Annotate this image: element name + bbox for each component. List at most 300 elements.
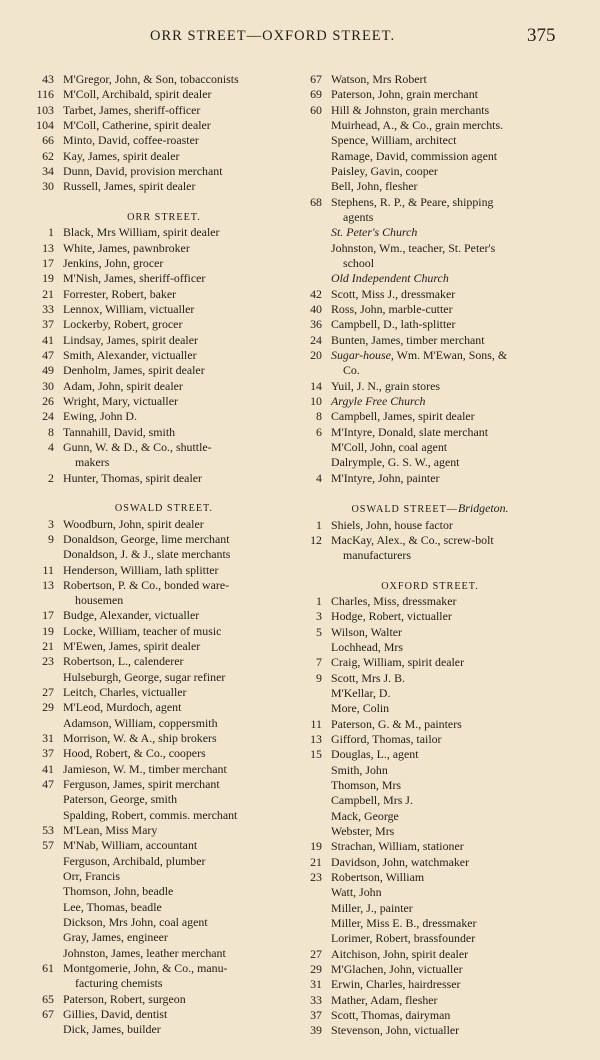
entry-text: Russell, James, spirit dealer — [63, 179, 196, 194]
entry-text: Thomson, John, beadle — [63, 884, 174, 899]
entry-text: Bunten, James, timber merchant — [331, 332, 485, 347]
page-header — [0, 25, 600, 48]
directory-entry — [302, 440, 558, 455]
directory-entry — [302, 640, 558, 655]
house-number: 1 — [316, 517, 322, 532]
house-number: 9 — [48, 531, 54, 546]
house-number: 29 — [42, 700, 54, 715]
house-number: 30 — [42, 179, 54, 194]
directory-entry — [34, 884, 294, 899]
entry-text: Lee, Thomas, beadle — [63, 899, 162, 914]
entry-text: Lochhead, Mrs — [331, 640, 403, 655]
directory-entry — [302, 778, 558, 793]
directory-entry — [302, 609, 558, 624]
house-number: 14 — [310, 378, 322, 393]
entry-text: Leitch, Charles, victualler — [63, 685, 187, 700]
entry-text: school — [343, 255, 375, 270]
directory-entry — [302, 824, 558, 839]
entry-text: Paterson, Robert, surgeon — [63, 991, 186, 1006]
left-column — [34, 72, 294, 1038]
entry-text: Campbell, Mrs J. — [331, 793, 413, 808]
house-number: 60 — [310, 102, 322, 117]
house-number: 10 — [310, 393, 322, 408]
entry-text: makers — [75, 455, 110, 470]
directory-entry — [34, 946, 294, 961]
directory-entry — [34, 823, 294, 838]
directory-entry — [34, 225, 294, 240]
entry-text: MacKay, Alex., & Co., screw-bolt — [331, 532, 494, 547]
entry-text: Hill & Johnston, grain merchants — [331, 102, 490, 117]
directory-entry — [34, 164, 294, 179]
entry-text: Scott, Mrs J. B. — [331, 670, 405, 685]
directory-entry — [34, 532, 294, 547]
house-number: 26 — [42, 393, 54, 408]
entry-text: M'Intyre, John, painter — [331, 470, 440, 485]
entry-continuation — [302, 256, 558, 271]
house-number: 19 — [310, 839, 322, 854]
entry-text: Aitchison, John, spirit dealer — [331, 946, 469, 961]
house-number: 17 — [42, 255, 54, 270]
house-number: 8 — [48, 424, 54, 439]
house-number: 67 — [310, 72, 322, 86]
entry-text: Dick, James, builder — [63, 1022, 161, 1037]
entry-text: Smith, John — [331, 762, 388, 777]
directory-entry — [302, 947, 558, 962]
entry-text: Adam, John, spirit dealer — [63, 378, 183, 393]
section-heading-text: OSWALD STREET—Bridgeton. — [351, 501, 509, 516]
house-number: 69 — [310, 87, 322, 102]
directory-entry — [302, 149, 558, 164]
entry-text: Mack, George — [331, 808, 399, 823]
entry-text: Davidson, John, watchmaker — [331, 854, 470, 869]
entry-text: Muirhead, A., & Co., grain merchts. — [331, 117, 504, 132]
entry-text: Johnston, Wm., teacher, St. Peter's — [331, 240, 496, 255]
house-number: 15 — [310, 747, 322, 762]
directory-entry — [34, 854, 294, 869]
entry-text: Ross, John, marble-cutter — [331, 301, 453, 316]
directory-entry — [302, 348, 558, 363]
directory-entry — [302, 885, 558, 900]
directory-entry — [302, 901, 558, 916]
entry-text: M'Coll, Archibald, spirit dealer — [63, 87, 212, 102]
house-number: 9 — [316, 670, 322, 685]
entry-text: Robertson, L., calenderer — [63, 654, 184, 669]
directory-entry — [302, 993, 558, 1008]
house-number: 7 — [316, 655, 322, 670]
directory-entry — [302, 241, 558, 256]
directory-entry — [302, 533, 558, 548]
entry-text: Budge, Alexander, victualler — [63, 608, 200, 623]
directory-entry — [34, 394, 294, 409]
directory-entry — [34, 103, 294, 118]
directory-entry — [34, 348, 294, 363]
directory-entry — [34, 440, 294, 455]
entry-text: Tannahill, David, smith — [63, 424, 176, 439]
entry-text: Bell, John, flesher — [331, 179, 418, 194]
house-number: 24 — [310, 332, 322, 347]
directory-entry — [34, 716, 294, 731]
house-number: 27 — [310, 946, 322, 961]
entry-text: Wilson, Walter — [331, 624, 402, 639]
directory-entry — [34, 379, 294, 394]
directory-entry — [34, 639, 294, 654]
house-number: 37 — [42, 317, 54, 332]
directory-entry — [302, 471, 558, 486]
house-number: 21 — [42, 639, 54, 654]
entry-continuation — [34, 593, 294, 608]
section-heading — [302, 579, 558, 594]
entry-text: White, James, pawnbroker — [63, 240, 190, 255]
entry-text: M'Coll, Catherine, spirit dealer — [63, 117, 211, 132]
house-number: 30 — [42, 378, 54, 393]
directory-entry — [34, 685, 294, 700]
directory-entry — [302, 425, 558, 440]
entry-text: More, Colin — [331, 701, 390, 716]
entry-text: M'Glachen, John, victualler — [331, 962, 463, 977]
entry-text: Miller, J., painter — [331, 900, 413, 915]
house-number: 41 — [42, 332, 54, 347]
house-number: 2 — [48, 470, 54, 485]
directory-entry — [34, 654, 294, 669]
right-column — [302, 72, 558, 1039]
entry-text: Hood, Robert, & Co., coopers — [63, 746, 206, 761]
house-number: 47 — [42, 347, 54, 362]
house-number: 17 — [42, 608, 54, 623]
directory-entry — [302, 302, 558, 317]
directory-entry — [34, 409, 294, 424]
directory-entry — [34, 900, 294, 915]
directory-entry — [302, 164, 558, 179]
house-number: 62 — [42, 148, 54, 163]
house-number: 12 — [310, 532, 322, 547]
section-heading-text: OXFORD STREET. — [381, 580, 479, 592]
directory-entry — [302, 732, 558, 747]
directory-entry — [302, 118, 558, 133]
directory-entry — [302, 809, 558, 824]
house-number: 13 — [42, 240, 54, 255]
house-number: 23 — [310, 870, 322, 885]
house-number: 23 — [42, 654, 54, 669]
entry-continuation — [34, 976, 294, 991]
house-number: 68 — [310, 194, 322, 209]
entry-text: Thomson, Mrs — [331, 778, 402, 793]
entry-text: Woodburn, John, spirit dealer — [63, 516, 204, 531]
entry-text: Mather, Adam, flesher — [331, 992, 438, 1007]
entry-text: Webster, Mrs — [331, 824, 395, 839]
directory-entry — [302, 717, 558, 732]
entry-text: Denholm, James, spirit dealer — [63, 363, 205, 378]
entry-text: Morrison, W. & A., ship brokers — [63, 731, 217, 746]
house-number: 104 — [36, 117, 54, 132]
entry-text: M'Lean, Miss Mary — [63, 823, 158, 838]
directory-entry — [302, 409, 558, 424]
directory-entry — [302, 1008, 558, 1023]
directory-entry — [302, 317, 558, 332]
directory-entry — [302, 839, 558, 854]
directory-entry — [34, 670, 294, 685]
directory-entry — [302, 962, 558, 977]
house-number: 53 — [42, 823, 54, 838]
entry-text: Lennox, William, victualler — [63, 301, 195, 316]
directory-entry — [302, 655, 558, 670]
directory-entry — [302, 977, 558, 992]
section-heading — [34, 501, 294, 516]
directory-entry — [34, 578, 294, 593]
entry-continuation — [302, 210, 558, 225]
entry-text: Strachan, William, stationer — [331, 839, 464, 854]
section-heading-text: ORR STREET. — [127, 211, 201, 223]
directory-entry — [34, 869, 294, 884]
directory-entry — [302, 594, 558, 609]
entry-text: Gillies, David, dentist — [63, 1007, 168, 1022]
directory-entry — [34, 915, 294, 930]
directory-entry — [302, 763, 558, 778]
house-number: 47 — [42, 777, 54, 792]
directory-entry — [302, 916, 558, 931]
house-number: 29 — [310, 962, 322, 977]
house-number: 3 — [48, 516, 54, 531]
entry-text: Ferguson, Archibald, plumber — [63, 853, 206, 868]
house-number: 43 — [42, 72, 54, 86]
entry-text: M'Gregor, John, & Son, tobacconists — [63, 72, 239, 86]
entry-text: Old Independent Church — [331, 271, 449, 286]
house-number: 39 — [310, 1023, 322, 1038]
directory-entry — [34, 961, 294, 976]
house-number: 11 — [42, 562, 54, 577]
house-number: 34 — [42, 163, 54, 178]
entry-text: Scott, Thomas, dairyman — [331, 1008, 451, 1023]
directory-entry — [302, 518, 558, 533]
entry-text: Ferguson, James, spirit merchant — [63, 777, 220, 792]
house-number: 36 — [310, 317, 322, 332]
directory-entry — [34, 317, 294, 332]
directory-entry — [34, 72, 294, 87]
entry-text: M'Nish, James, sheriff-officer — [63, 271, 206, 286]
directory-entry — [302, 1023, 558, 1038]
directory-entry — [34, 930, 294, 945]
entry-text: Dunn, David, provision merchant — [63, 163, 223, 178]
entry-text: Spalding, Robert, commis. merchant — [63, 807, 238, 822]
entry-text: Paisley, Gavin, cooper — [331, 163, 438, 178]
house-number: 42 — [310, 286, 322, 301]
entry-text: Black, Mrs William, spirit dealer — [63, 225, 220, 240]
house-number: 49 — [42, 363, 54, 378]
directory-entry — [34, 992, 294, 1007]
directory-entry — [34, 1022, 294, 1037]
section-heading — [302, 501, 558, 517]
house-number: 6 — [316, 424, 322, 439]
section-heading-place: Bridgeton. — [458, 501, 509, 516]
directory-entry — [302, 671, 558, 686]
directory-entry — [302, 455, 558, 470]
house-number: 13 — [310, 732, 322, 747]
spacer — [34, 195, 294, 210]
entry-text: Gray, James, engineer — [63, 930, 168, 945]
entry-text: Sugar-house, Wm. M'Ewan, Sons, & — [331, 347, 508, 362]
entry-text: Jenkins, John, grocer — [63, 255, 164, 270]
directory-entry — [302, 379, 558, 394]
spacer — [302, 486, 558, 501]
entry-text: Co. — [343, 363, 360, 378]
running-title: ORR STREET—OXFORD STREET. — [150, 28, 396, 44]
entry-text: Paterson, George, smith — [63, 792, 178, 807]
house-number: 4 — [48, 439, 54, 454]
house-number: 19 — [42, 271, 54, 286]
entry-text: agents — [343, 209, 374, 224]
directory-entry — [34, 808, 294, 823]
house-number: 4 — [316, 470, 322, 485]
directory-entry — [302, 855, 558, 870]
directory-entry — [34, 425, 294, 440]
directory-entry — [34, 517, 294, 532]
entry-text: Stephens, R. P., & Peare, shipping — [331, 194, 494, 209]
entry-text: Henderson, William, lath splitter — [63, 562, 219, 577]
spacer — [34, 486, 294, 501]
entry-text: Ewing, John D. — [63, 409, 137, 424]
directory-entry — [302, 701, 558, 716]
directory-entry — [34, 563, 294, 578]
entry-text: Minto, David, coffee-roaster — [63, 133, 199, 148]
entry-continuation — [34, 455, 294, 470]
entry-text: M'Leod, Murdoch, agent — [63, 700, 182, 715]
directory-entry — [34, 471, 294, 486]
directory-entry — [302, 793, 558, 808]
directory-entry — [34, 547, 294, 562]
house-number: 65 — [42, 991, 54, 1006]
house-number: 20 — [310, 347, 322, 362]
entry-text: Montgomerie, John, & Co., manu- — [63, 961, 228, 976]
directory-entry — [34, 363, 294, 378]
directory-entry — [34, 179, 294, 194]
house-number: 1 — [48, 225, 54, 240]
entry-text: Dalrymple, G. S. W., agent — [331, 455, 460, 470]
entry-text: M'Ewen, James, spirit dealer — [63, 639, 201, 654]
directory-entry — [302, 747, 558, 762]
section-heading — [34, 210, 294, 225]
entry-text: Gunn, W. & D., & Co., shuttle- — [63, 439, 212, 454]
directory-entry — [302, 195, 558, 210]
entry-text: M'Coll, John, coal agent — [331, 439, 448, 454]
directory-entry — [302, 931, 558, 946]
house-number: 27 — [42, 685, 54, 700]
spacer — [302, 564, 558, 579]
directory-entry — [34, 838, 294, 853]
entry-text: Watson, Mrs Robert — [331, 72, 427, 86]
entry-text: Watt, John — [331, 885, 382, 900]
directory-entry — [302, 179, 558, 194]
house-number: 33 — [42, 301, 54, 316]
directory-entry — [34, 624, 294, 639]
entry-text: Spence, William, architect — [331, 133, 457, 148]
entry-text: Hulseburgh, George, sugar refiner — [63, 669, 226, 684]
entry-text: Robertson, William — [331, 870, 425, 885]
entry-text: M'Intyre, Donald, slate merchant — [331, 424, 488, 439]
house-number: 8 — [316, 409, 322, 424]
section-heading-text: OSWALD STREET. — [114, 503, 214, 515]
directory-entry — [34, 700, 294, 715]
directory-entry — [34, 241, 294, 256]
entry-text: M'Nab, William, accountant — [63, 838, 198, 853]
directory-entry — [34, 118, 294, 133]
directory-entry — [302, 287, 558, 302]
directory-entry — [34, 87, 294, 102]
entry-text: Ramage, David, commission agent — [331, 148, 498, 163]
entry-text: Campbell, James, spirit dealer — [331, 409, 475, 424]
entry-text: Donaldson, J. & J., slate merchants — [63, 547, 231, 562]
entry-text: Miller, Miss E. B., dressmaker — [331, 916, 477, 931]
entry-text: Adamson, William, coppersmith — [63, 715, 218, 730]
directory-entry — [34, 608, 294, 623]
house-number: 19 — [42, 623, 54, 638]
entry-text: St. Peter's Church — [331, 225, 418, 240]
entry-text: Paterson, John, grain merchant — [331, 87, 478, 102]
directory-entry — [34, 287, 294, 302]
directory-entry — [34, 256, 294, 271]
entry-text: Yuil, J. N., grain stores — [331, 378, 440, 393]
directory-entry — [302, 870, 558, 885]
entry-text: Charles, Miss, dressmaker — [331, 594, 457, 609]
entry-text: Lorimer, Robert, brassfounder — [331, 931, 476, 946]
entry-text: Orr, Francis — [63, 869, 120, 884]
directory-entry — [34, 762, 294, 777]
directory-entry — [302, 103, 558, 118]
entry-text: Kay, James, spirit dealer — [63, 148, 180, 163]
entry-text: Craig, William, spirit dealer — [331, 655, 465, 670]
house-number: 1 — [316, 594, 322, 609]
house-number: 13 — [42, 577, 54, 592]
house-number: 57 — [42, 838, 54, 853]
directory-entry — [34, 1007, 294, 1022]
entry-text: Paterson, G. & M., painters — [331, 716, 462, 731]
entry-text: Hunter, Thomas, spirit dealer — [63, 470, 202, 485]
directory-entry — [34, 777, 294, 792]
house-number: 37 — [42, 746, 54, 761]
entry-text: Shiels, John, house factor — [331, 517, 453, 532]
entry-text: Stevenson, John, victualler — [331, 1023, 460, 1038]
house-number: 41 — [42, 761, 54, 776]
house-number: 21 — [42, 286, 54, 301]
house-number: 103 — [36, 102, 54, 117]
house-number: 66 — [42, 133, 54, 148]
entry-text: Locke, William, teacher of music — [63, 623, 222, 638]
house-number: 3 — [316, 609, 322, 624]
entry-text: Tarbet, James, sheriff-officer — [63, 102, 201, 117]
entry-continuation — [302, 363, 558, 378]
house-number: 61 — [42, 961, 54, 976]
page-number: 375 — [527, 25, 556, 46]
entry-text: Wright, Mary, victualler — [63, 393, 178, 408]
directory-entry — [302, 394, 558, 409]
entry-text: Jamieson, W. M., timber merchant — [63, 761, 227, 776]
directory-entry — [302, 225, 558, 240]
entry-text: Dickson, Mrs John, coal agent — [63, 915, 208, 930]
directory-entry — [34, 746, 294, 761]
entry-italic-part: Sugar-house, — [331, 347, 394, 362]
entry-text: Scott, Miss J., dressmaker — [331, 286, 456, 301]
entry-text: Douglas, L., agent — [331, 747, 419, 762]
directory-entry — [34, 149, 294, 164]
directory-entry — [34, 333, 294, 348]
entry-text: Campbell, D., lath-splitter — [331, 317, 456, 332]
entry-text: Lindsay, James, spirit dealer — [63, 332, 198, 347]
entry-text: Lockerby, Robert, grocer — [63, 317, 183, 332]
directory-entry — [34, 271, 294, 286]
directory-entry — [302, 333, 558, 348]
house-number: 67 — [42, 1007, 54, 1022]
directory-entry — [302, 625, 558, 640]
entry-text: Smith, Alexander, victualler — [63, 347, 197, 362]
entry-text: Robertson, P. & Co., bonded ware- — [63, 577, 230, 592]
